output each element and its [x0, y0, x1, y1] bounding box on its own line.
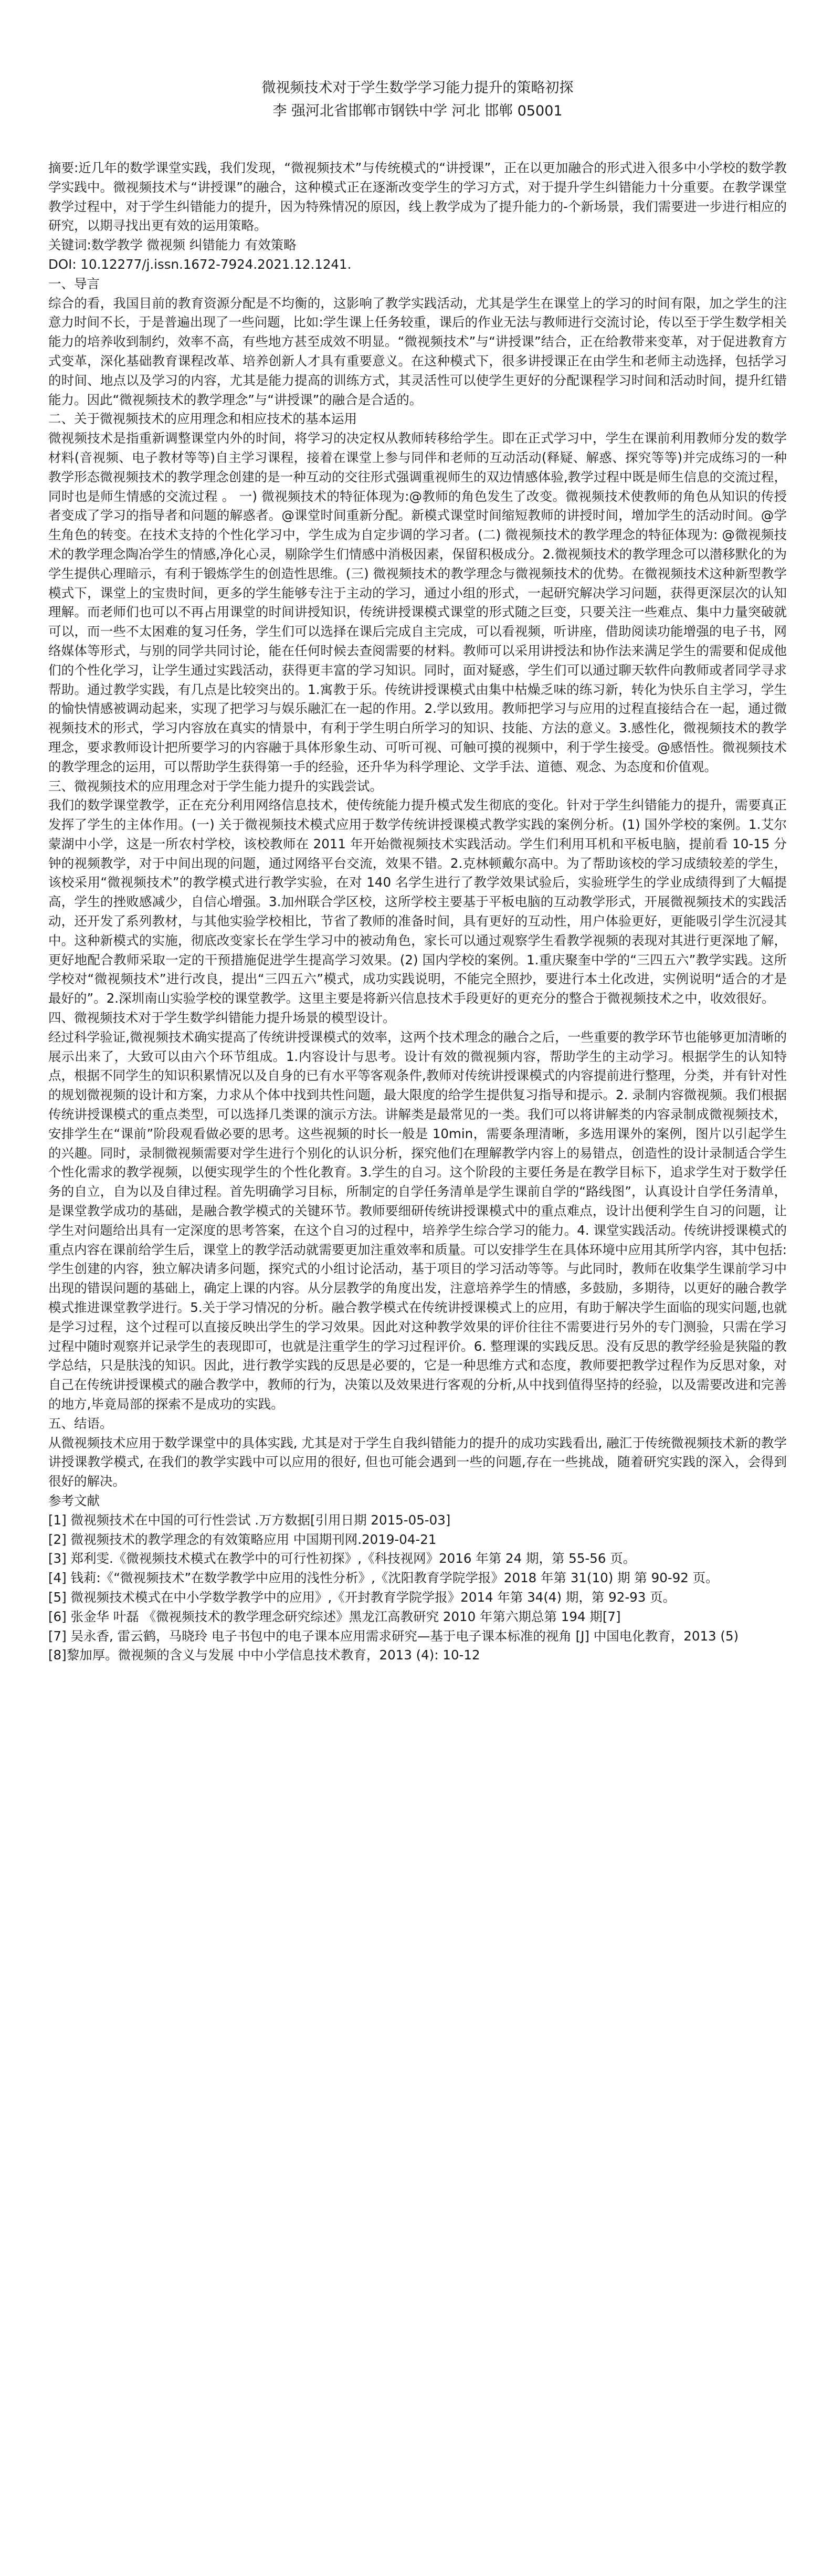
section-paragraph: 综合的看，我国目前的教育资源分配是不均衡的，这影响了教学实践活动，尤其是学生在课堂上的学习的时间有限，加之学生的注意力时间不长，于是普遍出现了一些问题，比如:学生课上任务较重，课后的作业无法与教师进行交流讨论，传以至于学生数学相关能力的培养收到制约，效率不高，有些地方甚至成效不明显。“微视频技术”与“讲授课”结合，正在给教带来变革，对于促进教育方式变革，深化基础教育课程改革、培养创新人才具有重要意义。在这种模式下，很多讲授课正在由学生和老师主动选择，包括学习的时间、地点以及学习的内容，尤其是能力提高的训练方式，其灵活性可以使学生更好的分配课程学习时间和活动时间，提升红错能力。因此“微视频技术的教学理念”与“讲授课”的融合是合适的。	[48, 295, 787, 407]
section-3	[48, 777, 787, 1009]
reference-item: [8]黎加厚。微视频的含义与发展 中中小学信息技术教育，2013 (4): 10-12	[48, 1647, 480, 1663]
section-heading: 二、关于微视频技术的应用理念和相应技术的基本运用	[48, 411, 357, 427]
doi: DOI: 10.12277/j.issn.1672-7924.2021.12.1241.	[48, 256, 352, 272]
reference-item: [3] 郑利雯.《微视频技术模式在教学中的可行性初探》,《科技视网》2016 年第 24 期，第 55-56 页。	[48, 1551, 636, 1566]
section-heading: 五、结语。	[48, 1415, 113, 1431]
reference-item: [2] 微视频技术的教学理念的有效策略应用 中国期刊网.2019-04-21	[48, 1531, 437, 1547]
keywords: 关键词:数学教学 微视频 纠错能力 有效策略	[48, 237, 297, 253]
section-1	[48, 275, 787, 410]
section-paragraph: 从微视频技术应用于数学课堂中的具体实践, 尤其是对于学生自我纠错能力的提升的成功实践看出, 融汇于传统微视频技术新的教学讲授课教学模式, 在我们的教学实践中可以应用的很好, 但也可能会遇到一些的问题,存在一些挑战，随着研究实践的深入，会得到很好的解决。	[48, 1435, 787, 1489]
reference-item: [7] 吴永香, 雷云鹤，马晓玲 电子书包中的电子课本应用需求研究—基于电子课本标准的视角 [J] 中国电化教育，2013 (5)	[48, 1628, 739, 1644]
author-line: 李 强河北省邯郸市钢铁中学 河北 邯郸 05001	[272, 103, 563, 119]
reference-item: [6] 张金华 叶磊 《微视频技术的教学理念研究综述》黑龙江高教研究 2010 年第六期总第 194 期[7]	[48, 1608, 621, 1624]
section-heading: 一、导言	[48, 276, 100, 291]
paper-title: 微视频技术对于学生数学学习能力提升的策略初探	[261, 80, 574, 96]
section-paragraph: 微视频技术是指重新调整课堂内外的时间，将学习的决定权从教师转移给学生。即在正式学习中，学生在课前利用教师分发的数学材料(音视频、电子教材等等)自主学习课程，接着在课堂上参与同伴和老师的互动活动(释疑、解惑、探究等等)并完成练习的一种教学形态微视频技术的教学理念创建的是一种互动的交往形式强调重视师生的双边情感体验,教学过程中既是师生信息的交流过程，同时也是师生情感的交流过程 。 一) 微视频技术的特征体现为:@教师的角色发生了改变。微视频技术使教师的角色从知识的传授者变成了学习的指导者和问题的解惑者。@课堂时间重新分配。新模式课堂时间缩短教师的讲授时间，增加学生的活动时间。@学生角色的转变。在技术支持的个性化学习中，学生成为自定步调的学习者。(二) 微视频技术的教学理念的特征体现为: @微视频技术的教学理念陶冶学生的情感,净化心灵，剔除学生们情感中消极因素，保留积极成分。2.微视频技术的教学理念可以潜移默化的为学生提供心理暗示，有利于锻炼学生的创造性思维。(三) 微视频技术的教学理念与微视频技术的优势。在微视频技术这种新型教学模式下，课堂上的宝贵时间，更多的学生能够专注于主动的学习，通过小组的形式，一起研究解决学习问题，获得更深层次的认知理解。而老师们也可以不再占用课堂的时间讲授知识，传统讲授课模式课堂的形式随之巨变，只要关注一些难点、集中力量突破就可以，而一些不太困难的复习任务，学生们可以选择在课后完成自主完成，可以看视频，听讲座，借助阅读功能增强的电子书，网络媒体等形式，与别的同学共同讨论，能在任何时候去查阅需要的材料。教师可以采用讲授法和协作法来满足学生的需要和促成他们的个性化学习，让学生通过实践活动，获得更丰富的学习知识。同时，面对疑惑，学生们可以通过聊天软件向教师或者同学寻求帮助。通过教学实践，有几点是比较突出的。1.寓教于乐。传统讲授课模式由集中枯燥乏味的练习新，转化为快乐自主学习，学生的愉快情感被调动起来，实现了把学习与娱乐融汇在一起的作用。2.学以致用。教师把学习与应用的过程直接结合在一起，通过微视频技术的形式，学习内容放在真实的情景中，有利于学生明白所学习的知识、技能、方法的意义。3.感性化，微视频技术的教学理念，要求教师设计把所要学习的内容融于具体形象生动、可听可视、可触可摸的视频中，利于学生接受。@感悟性。微视频技术的教学理念的运用，可以帮助学生获得第一手的经验，还升华为科学理论、文学手法、道德、观念、为态度和价值观。	[48, 430, 787, 774]
section-heading: 三、微视频技术的应用理念对于学生能力提升的实践尝试。	[48, 778, 383, 794]
section-2	[48, 409, 787, 776]
abstract: 摘要:近几年的数学课堂实践，我们发现，“微视频技术”与传统模式的“讲授课”，正在以更加融合的形式进入很多中小学校的数学教学实践中。微视频技术与“讲授课”的融合，这种模式正在逐渐改变学生的学习方式，对于提升学生纠错能力十分重要。在教学课堂教学过程中，对于学生纠错能力的提升，因为特殊情况的原因，线上教学成为了提升能力的-个新场景，我们需要进一步进行相应的研究，以期寻找出更有效的运用策略。	[48, 160, 787, 234]
section-paragraph: 我们的数学课堂教学，正在充分利用网络信息技术，使传统能力提升模式发生彻底的变化。针对于学生纠错能力的提升，需要真正发挥了学生的主体作用。(一) 关于微视频技术模式应用于数学传统讲授课模式教学实践的案例分析。(1) 国外学校的案例。1.艾尔蒙湖中小学，这是一所农村学校，该校教师在 2011 年开始微视频技术实践活动。学生们利用耳机和平板电脑，提前看 10-15 分钟的视频教学，对于中间出现的问题，通过网络平台交流，效果不错。2.克林顿戴尔高中。为了帮助该校的学习成绩较差的学生，该校采用“微视频技术”的教学模式进行教学实验，在对 140 名学生进行了教学效果试验后，实验班学生的学业成绩得到了大幅提高，学生的挫败感减少，自信心增强。3.加州联合学区校，这所学校主要基于平板电脑的互动教学形式，开展微视频技术的实践活动，还开发了系列教材，与其他实验学校相比，节省了教师的准备时间，具有更好的互动性，用户体验更好，更能吸引学生沉浸其中。这种新模式的实施，彻底改变家长在学生学习中的被动角色，家长可以通过观察学生看教学视频的表现对其进行更深地了解，更好地配合教师采取一定的干预措施促进学生提高学习效果。(2) 国内学校的案例。1.重庆聚奎中学的“三四五六”教学实践。这所学校对“微视频技术”进行改良，提出“三四五六”模式，成功实践说明，不能完全照抄，要进行本土化改进，实例说明“适合的才是最好的”。2.深圳南山实验学校的课堂教学。这里主要是将新兴信息技术手段更好的更充分的整合于微视频技术之中，收效很好。	[48, 797, 787, 1006]
reference-item: [4] 钱莉:《“微视频技术”在数学教学中应用的浅性分析》,《沈阳教育学院学报》2018 年第 31(10) 期 第 90-92 页。	[48, 1570, 719, 1586]
reference-item: [5] 微视频技术模式在中小学数学教学中的应用》,《开封教育学院学报》2014 年第 34(4) 期，第 92-93 页。	[48, 1589, 676, 1605]
reference-item: [1] 微视频技术在中国的可行性尝试 .万方数据[引用日期 2015-05-03]	[48, 1512, 451, 1528]
section-paragraph: 经过科学验证,微视频技术确实提高了传统讲授课模式的效率，这两个技术理念的融合之后，一些重要的教学环节也能够更加清晰的展示出来了，大致可以由六个环节组成。1.内容设计与思考。设计有效的微视频内容，帮助学生的主动学习。根据学生的认知特点，根据不同学生的知识积累情况以及自身的已有水平等客观条件,教师对传统讲授课模式的内容提前进行整理，分类，并有针对性的规划微视频的设计和方案，力求从个体中找到共性问题，最大限度的给学生提供复习指导和提示。2. 录制内容微视频。我们根据传统讲授课模式的重点类型，可以选择几类课的演示方法。讲解类是最常见的一类。我们可以将讲解类的内容录制成微视频技术，安排学生在“课前”阶段观看做必要的思考。这些视频的时长一般是 10min，需要条理清晰，多选用课外的案例，图片以引起学生的兴趣。同时，录制微视频需要对学生进行个别化的认识分析，探究他们在理解教学内容上的易错点，创造性的设计录制适合学生个性化需求的教学视频，以便实现学生的个性化教育。3.学生的自习。这个阶段的主要任务是在教学目标下，追求学生对于数学任务的自立，自为以及自律过程。首先明确学习目标，所制定的自学任务清单是学生课前自学的“路线图”，认真设计自学任务清单，是课堂教学成功的基础，是融合教学模式的关键环节。教师要细研传统讲授课模式中的重点难点，设计出便利学生自习的问题，让学生对问题给出具有一定深度的思考答案，在这个自习的过程中，培养学生综合学习的能力。4. 课堂实践活动。传统讲授课模式的重点内容在课前给学生后，课堂上的教学活动就需要更加注重效率和质量。可以安排学生在具体环境中应用其所学内容，其中包括:学生创建的内容，独立解决请多问题，探究式的小组讨论活动，基于项目的学习活动等等。与此同时，教师在收集学生课前学习中出现的错误问题的基础上，确定上课的内容。从分层教学的角度出发，注意培养学生的情感，多鼓励，多期待，以更好的融合教学模式推进课堂教学进行。5.关于学习情况的分析。融合教学模式在传统讲授课模式上的应用，有助于解决学生面临的现实问题,也就是学习过程，这个过程可以直接反映出学生的学习效果。因此对这种教学效果的评价往往不需要进行另外的专门测验，只需在学习过程中随时观察并记录学生的表现即可，也就是注重学生的学习过程评价。6. 整理课的实践反思。没有反思的教学经验是狭隘的教学总结，只是肤浅的知识。因此，进行教学实践的反思是必要的，它是一种思维方式和态度，教师要把教学过程作为反思对象，对自己在传统讲授课模式的融合教学中，教师的行为，决策以及效果进行客观的分析,从中找到值得坚持的经验，以及需要改进和完善的地方,毕竟局部的探索不是成功的实践。	[48, 1029, 787, 1412]
section-heading: 四、微视频技术对于学生数学纠错能力提升场景的模型设计。	[48, 1010, 396, 1026]
section-4	[48, 1008, 787, 1414]
section-5	[48, 1414, 787, 1491]
references-heading: 参考文献	[48, 1492, 100, 1508]
references	[48, 1491, 787, 1665]
